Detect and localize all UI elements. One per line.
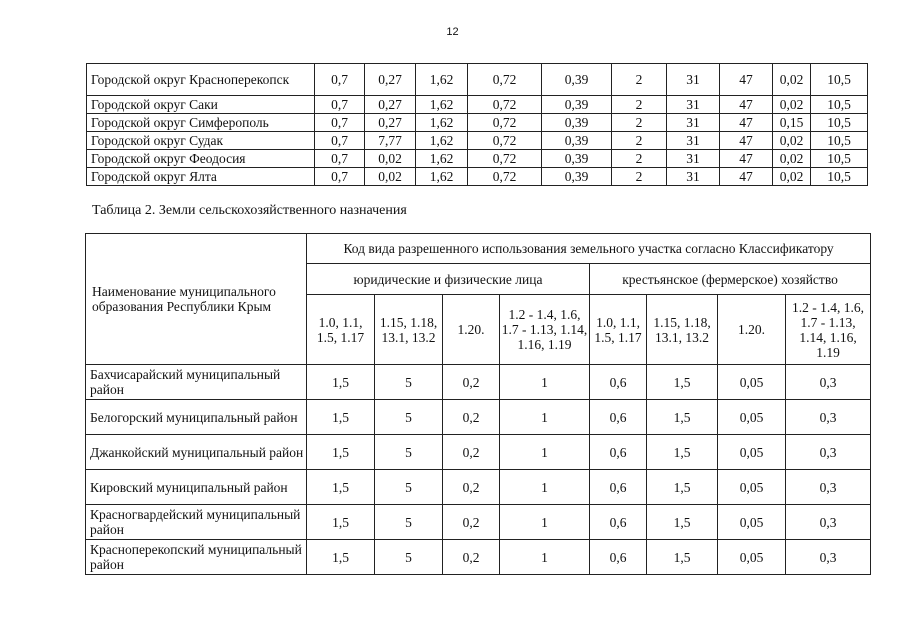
- value-cell: 47: [720, 96, 773, 114]
- subgroup-header-legal: юридические и физические лица: [307, 264, 590, 295]
- value-cell: 1: [500, 540, 590, 575]
- row-header: Наименование муниципального образования Республики Крым: [86, 234, 307, 365]
- value-cell: 0,05: [718, 540, 786, 575]
- value-cell: 1,62: [416, 64, 468, 96]
- value-cell: 1,62: [416, 132, 468, 150]
- code-header: 1.2 - 1.4, 1.6, 1.7 - 1.13, 1.14, 1.16, 1.19: [500, 295, 590, 365]
- row-name-cell: Кировский муниципальный район: [86, 470, 307, 505]
- value-cell: 0,02: [773, 96, 811, 114]
- value-cell: 0,02: [365, 150, 416, 168]
- value-cell: 0,6: [590, 540, 647, 575]
- row-name-cell: Белогорский муниципальный район: [86, 400, 307, 435]
- row-name-cell: Городской округ Ялта: [87, 168, 315, 186]
- row-name-cell: Джанкойский муниципальный район: [86, 435, 307, 470]
- table-row: [87, 168, 868, 186]
- row-name-cell: Городской округ Саки: [87, 96, 315, 114]
- value-cell: 31: [667, 64, 720, 96]
- value-cell: 2: [612, 168, 667, 186]
- value-cell: 2: [612, 114, 667, 132]
- value-cell: 47: [720, 132, 773, 150]
- value-cell: 47: [720, 168, 773, 186]
- value-cell: 1,62: [416, 114, 468, 132]
- value-cell: 0,7: [315, 168, 365, 186]
- value-cell: 1,5: [307, 505, 375, 540]
- value-cell: 0,3: [786, 400, 871, 435]
- value-cell: 10,5: [811, 114, 868, 132]
- value-cell: 0,05: [718, 365, 786, 400]
- value-cell: 2: [612, 64, 667, 96]
- value-cell: 0,72: [468, 64, 542, 96]
- main-table: [85, 233, 871, 575]
- value-cell: 0,6: [590, 365, 647, 400]
- value-cell: 2: [612, 132, 667, 150]
- value-cell: 0,7: [315, 150, 365, 168]
- value-cell: 31: [667, 96, 720, 114]
- value-cell: 0,39: [542, 96, 612, 114]
- value-cell: 0,3: [786, 435, 871, 470]
- value-cell: 5: [375, 400, 443, 435]
- value-cell: 0,72: [468, 168, 542, 186]
- table-row: [87, 132, 868, 150]
- value-cell: 0,39: [542, 114, 612, 132]
- value-cell: 47: [720, 64, 773, 96]
- code-header: 1.15, 1.18, 13.1, 13.2: [375, 295, 443, 365]
- value-cell: 31: [667, 150, 720, 168]
- value-cell: 1,5: [647, 540, 718, 575]
- table-row: [86, 365, 871, 400]
- value-cell: 1,5: [307, 400, 375, 435]
- value-cell: 1,62: [416, 96, 468, 114]
- value-cell: 0,7: [315, 96, 365, 114]
- table-row: [86, 470, 871, 505]
- value-cell: 0,7: [315, 64, 365, 96]
- value-cell: 0,02: [773, 150, 811, 168]
- value-cell: 0,02: [773, 64, 811, 96]
- value-cell: 0,27: [365, 114, 416, 132]
- value-cell: 0,39: [542, 168, 612, 186]
- code-header: 1.0, 1.1, 1.5, 1.17: [307, 295, 375, 365]
- value-cell: 0,05: [718, 435, 786, 470]
- value-cell: 0,6: [590, 400, 647, 435]
- table-row: [87, 96, 868, 114]
- value-cell: 2: [612, 96, 667, 114]
- value-cell: 0,6: [590, 470, 647, 505]
- value-cell: 0,05: [718, 505, 786, 540]
- value-cell: 47: [720, 114, 773, 132]
- value-cell: 1,5: [647, 505, 718, 540]
- table-row: [87, 64, 868, 96]
- value-cell: 1,5: [307, 540, 375, 575]
- value-cell: 0,3: [786, 365, 871, 400]
- value-cell: 47: [720, 150, 773, 168]
- value-cell: 31: [667, 114, 720, 132]
- value-cell: 10,5: [811, 96, 868, 114]
- value-cell: 0,2: [443, 435, 500, 470]
- value-cell: 0,72: [468, 132, 542, 150]
- code-header: 1.2 - 1.4, 1.6, 1.7 - 1.13, 1.14, 1.16, 1.19: [786, 295, 871, 365]
- value-cell: 0,02: [365, 168, 416, 186]
- top-table: [86, 63, 868, 186]
- table-row: [86, 400, 871, 435]
- value-cell: 0,2: [443, 540, 500, 575]
- code-header: 1.15, 1.18, 13.1, 13.2: [647, 295, 718, 365]
- code-header: 1.0, 1.1, 1.5, 1.17: [590, 295, 647, 365]
- table-row: [86, 540, 871, 575]
- value-cell: 1: [500, 505, 590, 540]
- table-row: [86, 505, 871, 540]
- table-row: [87, 150, 868, 168]
- value-cell: 0,7: [315, 132, 365, 150]
- value-cell: 0,2: [443, 400, 500, 435]
- row-name-cell: Городской округ Красноперекопск: [87, 64, 315, 96]
- value-cell: 2: [612, 150, 667, 168]
- row-name-cell: Городской округ Симферополь: [87, 114, 315, 132]
- value-cell: 0,02: [773, 168, 811, 186]
- value-cell: 0,02: [773, 132, 811, 150]
- table-row: [87, 114, 868, 132]
- value-cell: 1,5: [647, 365, 718, 400]
- value-cell: 0,72: [468, 150, 542, 168]
- value-cell: 0,2: [443, 470, 500, 505]
- value-cell: 1,5: [307, 365, 375, 400]
- group-header: Код вида разрешенного использования земельного участка согласно Классификатору: [307, 234, 871, 264]
- value-cell: 1: [500, 365, 590, 400]
- value-cell: 0,15: [773, 114, 811, 132]
- value-cell: 10,5: [811, 168, 868, 186]
- value-cell: 5: [375, 505, 443, 540]
- value-cell: 1,62: [416, 168, 468, 186]
- value-cell: 1: [500, 435, 590, 470]
- row-name-cell: Красногвардейский муниципальный район: [86, 505, 307, 540]
- value-cell: 1: [500, 400, 590, 435]
- code-header: 1.20.: [443, 295, 500, 365]
- value-cell: 31: [667, 132, 720, 150]
- value-cell: 1,5: [647, 470, 718, 505]
- value-cell: 0,05: [718, 470, 786, 505]
- value-cell: 10,5: [811, 150, 868, 168]
- value-cell: 1,62: [416, 150, 468, 168]
- value-cell: 0,27: [365, 64, 416, 96]
- value-cell: 1,5: [647, 400, 718, 435]
- row-name-cell: Городской округ Судак: [87, 132, 315, 150]
- value-cell: 0,3: [786, 540, 871, 575]
- value-cell: 1: [500, 470, 590, 505]
- value-cell: 0,3: [786, 470, 871, 505]
- value-cell: 0,2: [443, 365, 500, 400]
- value-cell: 31: [667, 168, 720, 186]
- code-header: 1.20.: [718, 295, 786, 365]
- value-cell: 0,72: [468, 96, 542, 114]
- value-cell: 0,05: [718, 400, 786, 435]
- value-cell: 0,27: [365, 96, 416, 114]
- table-caption: Таблица 2. Земли сельскохозяйственного назначения: [92, 203, 407, 218]
- value-cell: 10,5: [811, 64, 868, 96]
- value-cell: 1,5: [307, 435, 375, 470]
- value-cell: 0,7: [315, 114, 365, 132]
- value-cell: 1,5: [307, 470, 375, 505]
- value-cell: 0,6: [590, 435, 647, 470]
- row-name-cell: Красноперекопский муниципальный район: [86, 540, 307, 575]
- value-cell: 5: [375, 470, 443, 505]
- value-cell: 5: [375, 540, 443, 575]
- value-cell: 7,77: [365, 132, 416, 150]
- value-cell: 0,39: [542, 132, 612, 150]
- value-cell: 5: [375, 365, 443, 400]
- value-cell: 0,2: [443, 505, 500, 540]
- value-cell: 0,6: [590, 505, 647, 540]
- value-cell: 0,39: [542, 150, 612, 168]
- value-cell: 0,72: [468, 114, 542, 132]
- table-row: [86, 435, 871, 470]
- value-cell: 0,3: [786, 505, 871, 540]
- page-number: 12: [446, 26, 459, 38]
- value-cell: 0,39: [542, 64, 612, 96]
- value-cell: 5: [375, 435, 443, 470]
- value-cell: 10,5: [811, 132, 868, 150]
- row-name-cell: Бахчисарайский муниципальный район: [86, 365, 307, 400]
- subgroup-header-farm: крестьянское (фермерское) хозяйство: [590, 264, 871, 295]
- row-name-cell: Городской округ Феодосия: [87, 150, 315, 168]
- value-cell: 1,5: [647, 435, 718, 470]
